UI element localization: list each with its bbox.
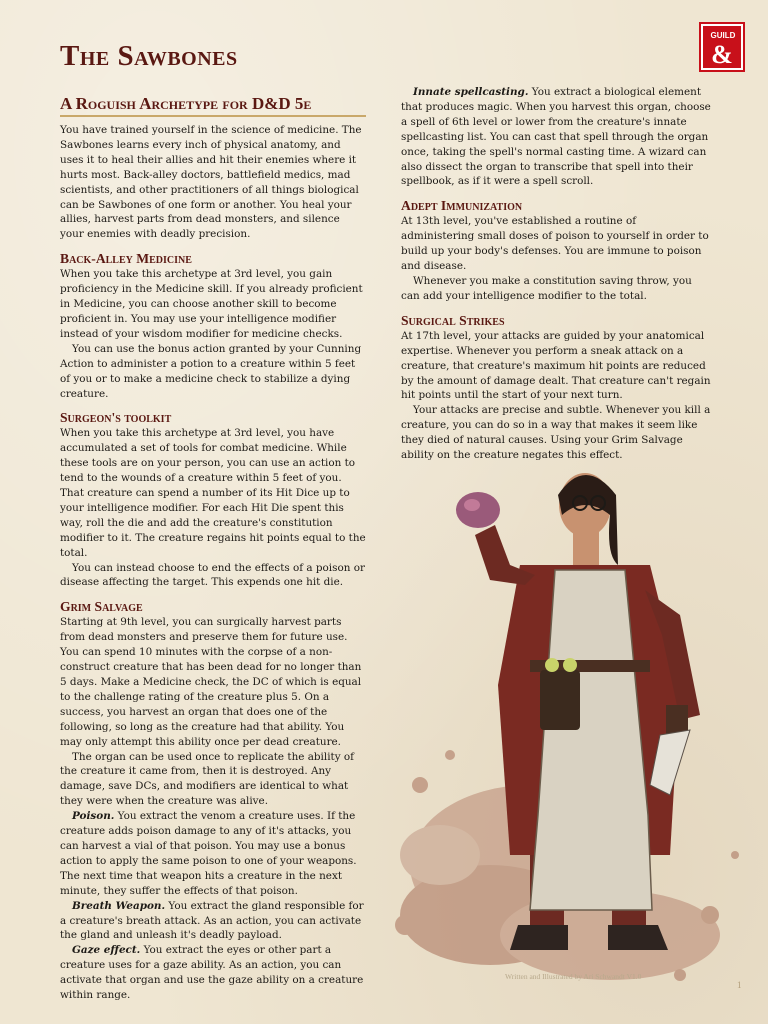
salvage-innate-spellcasting	[401, 85, 711, 189]
svg-text:GUILD: GUILD	[710, 31, 736, 40]
back-alley-paragraph-2: You can use the bonus action granted by your Cunning Action to administer a potion to a creature within 5 feet of you or to make a medicine check to stabilize a dying creature.	[60, 342, 362, 400]
heading-grim-salvage: Grim Salvage	[60, 599, 143, 615]
immunization-paragraph-2: Whenever you make a constitution saving throw, you can add your intelligence modifier to the total.	[401, 274, 692, 302]
credits-footer: Written and Illustrated by Ari Schwandt V1.0	[505, 972, 642, 981]
svg-text:&: &	[711, 40, 733, 69]
page-title: The Sawbones	[60, 40, 238, 72]
innate-text: You extract a biological element that produces magic. When you harvest this organ, choose a spell of 6th level or lower from the creature's innate spellcasting list. You can cast that spell through the organ once, taking the spell's normal casting time. A wizard can also dissect the organ to transcribe that spell into their spellbook, as if it were a spell scroll.	[401, 86, 711, 188]
dnd-guild-logo	[699, 22, 745, 72]
poison-term: Poison.	[72, 810, 115, 823]
salvage-paragraph-2: The organ can be used once to replicate the ability of the creature it came from, then it is destroyed. Any damage, save DCs, and modifiers are identical to what they were when the creature was alive.	[60, 750, 354, 808]
toolkit-paragraph-1: When you take this archetype at 3rd level, you have accumulated a set of tools for combat medicine. While these tools are on your person, you can use an action to tend to the wounds of a creature within 5 feet of you. That creature can spend a number of its Hit Dice up to your intelligence modifier. For each Hit Die spent this way, roll the die and add the creature's constitution modifier to it. The creature regains hit points equal to the total.	[60, 427, 366, 559]
heading-back-alley-medicine: Back-Alley Medicine	[60, 251, 192, 267]
salvage-gaze-effect	[60, 943, 366, 1003]
strikes-paragraph-1: At 17th level, your attacks are guided by your anatomical expertise. Whenever you perform a sneak attack on a creature, that creature's maximum hit points are reduced by the amount of damage dealt. That creature can't regain hit points until the start of your next turn.	[401, 329, 711, 402]
breath-term: Breath Weapon.	[72, 899, 166, 912]
immunization-paragraph-1: At 13th level, you've established a routine of administering small doses of poison to yourself in order to build up your body's defenses. You are immune to poison and disease.	[401, 215, 709, 273]
poison-text: You extract the venom a creature uses. If the creature adds poison damage to any of it's attacks, you can harvest a vial of that poison. You may use a bonus action to apply the same poison to one of your weapons. The next time that weapon hits a creature in the next minute, they suffer the effects of that poison.	[60, 810, 357, 897]
right-column	[401, 85, 711, 463]
back-alley-paragraph-1: When you take this archetype at 3rd level, you gain proficiency in the Medicine skill. If you already proficient in Medicine, you can choose another skill to become proficient in. You may use your intelligence modifier instead of your wisdom modifier for medicine checks.	[60, 268, 363, 340]
toolkit-paragraph-2: You can instead choose to end the effects of a poison or disease affecting the target. This expends one hit die.	[60, 561, 365, 589]
heading-surgeons-toolkit: Surgeon's toolkit	[60, 410, 172, 426]
sawbones-character-illustration	[380, 455, 768, 1005]
heading-surgical-strikes: Surgical Strikes	[401, 312, 505, 328]
strikes-paragraph-2: Your attacks are precise and subtle. Whenever you kill a creature, you can do so in a way that makes it seem like they died of natural causes. Using your Grim Salvage ability on the creature negates this effect.	[401, 404, 711, 462]
subtitle: A Roguish Archetype for D&D 5e	[60, 94, 366, 117]
page-number: 1	[737, 980, 742, 990]
heading-adept-immunization: Adept Immunization	[401, 198, 523, 214]
salvage-paragraph-1: Starting at 9th level, you can surgically harvest parts from dead monsters and preserve them for future use. You can spend 10 minutes with the corpse of a non-construct creature that has been dead for no longer than 5 days. Make a Medicine check, the DC of which is equal to the challenge rating of the creature plus 5. On a success, you harvest an organ that does one of the following, so long as the creature had that ability. You may only attempt this ability once per dead creature.	[60, 616, 362, 748]
innate-term: Innate spellcasting.	[413, 86, 529, 98]
intro-paragraph: You have trained yourself in the science of medicine. The Sawbones learns every inch of physical anatomy, and uses it to heal their allies and hit their enemies where it hurts most. Back-alley doctors, battlefield medics, mad scientists, and other practitioners of all things biological can be Sawbones of one form or another. You heal your allies, harvest parts from dead monsters, and silence your enemies with deadly precision.	[60, 124, 362, 241]
gaze-text: You extract the eyes or other part a creature uses for a gaze ability. As an action, you can activate that organ and use the gaze ability on a creature within range.	[60, 944, 364, 1002]
left-column	[60, 94, 366, 1003]
gaze-term: Gaze effect.	[72, 944, 141, 957]
breath-text: You extract the gland responsible for a creature's breath attack. As an action, you can activate the gland and unleash it's deadly payload.	[60, 899, 364, 942]
salvage-poison	[60, 809, 366, 898]
salvage-breath-weapon	[60, 899, 366, 944]
